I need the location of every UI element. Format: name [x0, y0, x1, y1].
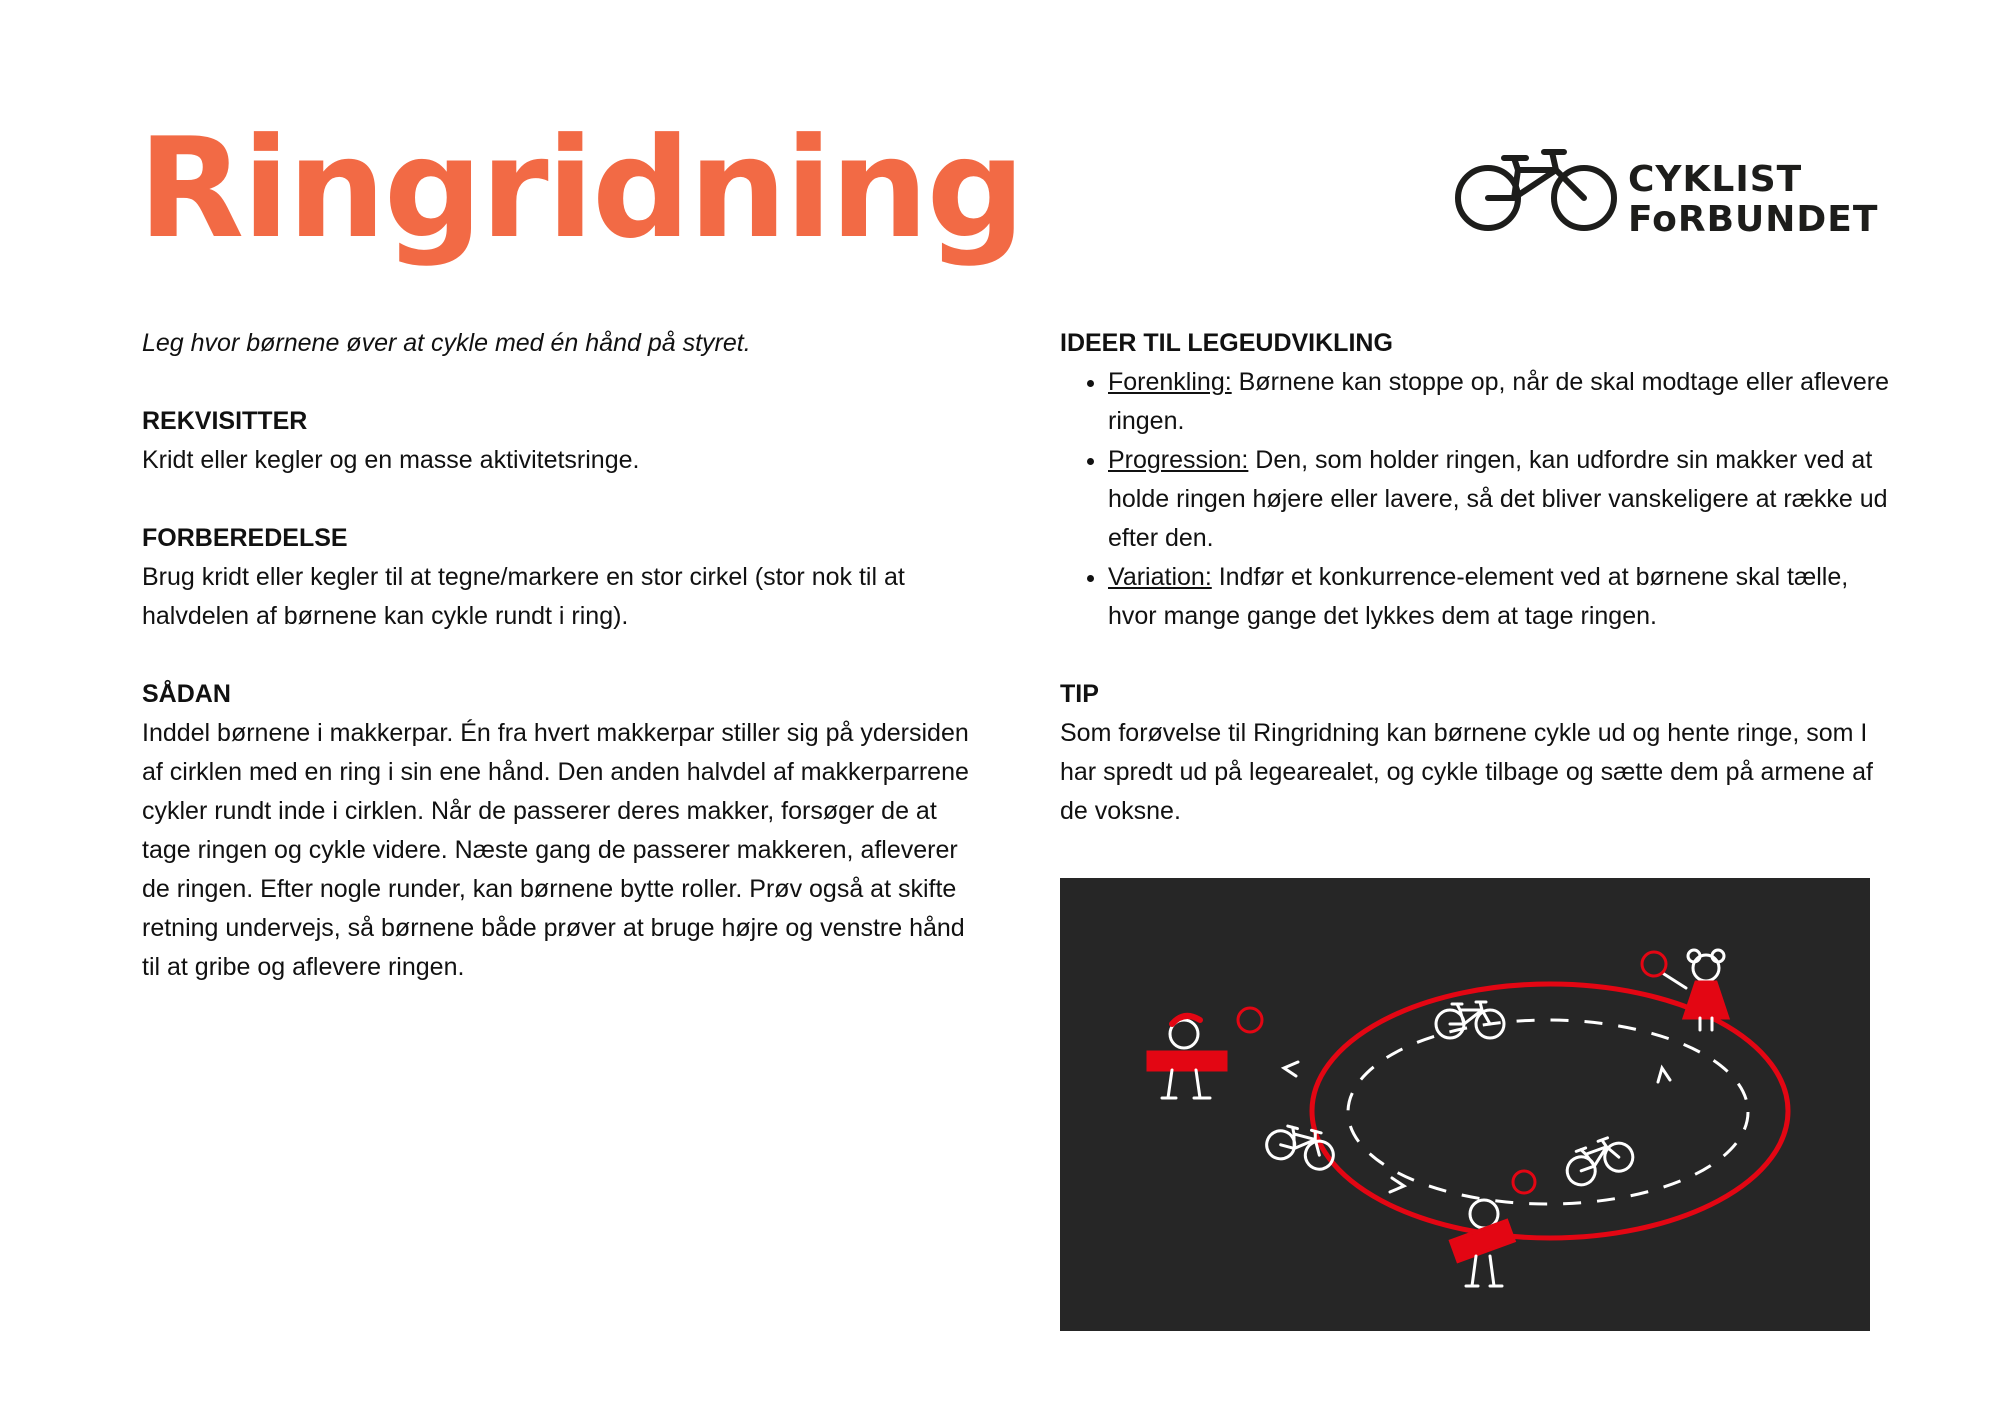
idea-text: Indfør et konkurrence-element ved at børnene skal tælle, hvor mange gange det lykkes dem at tage ringen. [1108, 563, 1849, 630]
ideas-list [1060, 363, 1890, 636]
rekvisitter-text: Kridt eller kegler og en masse aktivitetsringe. [142, 446, 640, 474]
forberedelse-heading: FORBEREDELSE [142, 524, 348, 552]
bicycle [1264, 1120, 1339, 1172]
logo-text [1628, 160, 1878, 240]
chalk-circle [1312, 984, 1788, 1238]
arrow-right [1390, 1178, 1404, 1192]
person-with-ring [1642, 950, 1728, 1030]
arrow-up [1658, 1068, 1670, 1082]
list-item [1108, 363, 1890, 441]
logo [1452, 140, 1879, 240]
right-column [1060, 324, 1890, 831]
tip-text: Som forøvelse til Ringridning kan børnene cykle ud og hente ringe, som I har spredt ud på legearealet, og cykle tilbage og sætte dem på armene af de voksne. [1060, 719, 1874, 825]
person-with-ring [1148, 1008, 1262, 1098]
idea-label: Forenkling: [1108, 368, 1232, 396]
ringridning-illustration [1060, 878, 1870, 1331]
arrow-left [1284, 1062, 1298, 1076]
idea-text: Børnene kan stoppe op, når de skal modtage eller aflevere ringen. [1108, 368, 1890, 435]
sadan-text: Inddel børnene i makkerpar. Én fra hvert makkerpar stiller sig på ydersiden af cirklen med en ring i sin ene hånd. Den anden halvdel af makkerparrene cykler rundt inde i cirklen. Når de passerer deres makker, forsøger de at tage ringen og cykle videre. Næste gang de passerer makkeren, afleverer de ringen. Efter nogle runder, kan børnene bytte roller. Prøv også at skifte retning undervejs, så børnene både prøver at bruge højre og venstre hånd til at gribe og aflevere ringen. [142, 719, 969, 981]
forberedelse-text: Brug kridt eller kegler til at tegne/markere en stor cirkel (stor nok til at halvdelen af børnene kan cykle rundt i ring). [142, 563, 905, 630]
bicycle-icon [1452, 140, 1622, 240]
left-column [142, 324, 972, 987]
idea-text: Den, som holder ringen, kan udfordre sin makker ved at holde ringen højere eller lavere, så det bliver vanskeligere at række ud efter den. [1108, 446, 1888, 552]
idea-label: Progression: [1108, 446, 1249, 474]
idea-label: Variation: [1108, 563, 1212, 591]
logo-line-1: CYKLIST [1628, 159, 1803, 200]
ideer-heading: IDEER TIL LEGEUDVIKLING [1060, 329, 1393, 357]
bicycle [1561, 1132, 1637, 1189]
rekvisitter-heading: REKVISITTER [142, 407, 308, 435]
bicycle [1436, 1002, 1504, 1038]
tip-heading: TIP [1060, 680, 1099, 708]
sadan-heading: SÅDAN [142, 680, 231, 708]
logo-line-2: FoRBUNDET [1628, 199, 1879, 240]
page-title: Ringridning [138, 108, 1024, 269]
list-item [1108, 558, 1890, 636]
list-item [1108, 441, 1890, 558]
lead-text: Leg hvor børnene øver at cykle med én hånd på styret. [142, 329, 751, 357]
track-dashes [1348, 1020, 1748, 1204]
